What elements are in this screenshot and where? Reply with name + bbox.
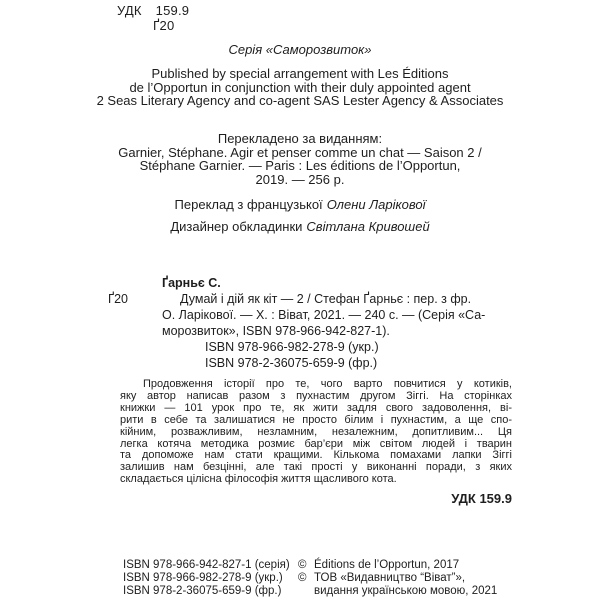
annotation-line: кійним, розважливим, незламним, незалежним, допитливим... Ця <box>120 425 512 438</box>
copyright-icon: © <box>298 572 307 584</box>
translator-credit <box>0 197 600 212</box>
footer-isbn-ukr: ISBN 978-966-982-278-9 (укр.) <box>123 572 283 584</box>
rights-notice-line: Published by special arrangement with Les Éditions <box>151 66 449 81</box>
designer-credit-label: Дизайнер обкладинки <box>170 219 303 234</box>
copyright-original-text: Éditions de l’Opportun, 2017 <box>314 559 460 571</box>
annotation <box>120 379 512 486</box>
annotation-line: рити в себе та залишатися не просто білим і пухнастим, а ще спо- <box>120 413 512 426</box>
rights-notice-line: 2 Seas Literary Agency and co-agent SAS Lester Agency & Associates <box>96 93 504 108</box>
source-edition <box>0 132 600 186</box>
catalog-author-code: Ґ20 <box>108 292 129 306</box>
translator-name: Олени Ларікової <box>326 197 426 212</box>
source-edition-line: 2019. — 256 p. <box>255 171 345 187</box>
designer-name: Світлана Кривошей <box>306 219 430 234</box>
source-edition-line: Stéphane Garnier. — Paris : Les éditions de l’Opportun, <box>139 158 461 173</box>
catalog-isbn-ukr: ISBN 978-966-982-278-9 (укр.) <box>205 340 379 354</box>
designer-credit <box>0 219 600 234</box>
rights-notice <box>0 67 600 108</box>
translator-credit-label: Переклад з французької <box>174 197 323 212</box>
copyright-publisher-text: ТОВ «Видавництво “Віват”», <box>314 572 466 584</box>
catalog-title-line: Думай і дій як кіт — 2 / Стефан Ґарньє : пер. з фр. <box>180 292 472 306</box>
series-line: Серія «Саморозвиток» <box>228 42 372 57</box>
annotation-line: книжки — 101 урок про те, як жити задля свого задоволення, ві- <box>120 401 512 414</box>
footer-copyright-block <box>298 559 497 598</box>
copyright-publisher-text-2: видання українською мовою, 2021 <box>314 585 498 597</box>
source-edition-line: Garnier, Stéphane. Agir et penser comme un chat — Saison 2 / <box>118 144 482 160</box>
catalog-line: О. Ларікової. — Х. : Віват, 2021. — 240 с. — (Серія «Са- <box>162 308 486 322</box>
udk-bottom: УДК 159.9 <box>451 491 512 506</box>
annotation-line: залишив нам безцінні, але такі прості у виконанні поради, з яких <box>120 461 512 474</box>
annotation-line: яку автор написав разом з пухнастим другом Зіггі. На сторінках <box>120 389 512 402</box>
annotation-line: та допоможе нам стати кращими. Кількома помахами лапки Зіггі <box>120 449 512 462</box>
udk-label: УДК <box>117 3 142 18</box>
footer-isbn-block <box>123 559 290 598</box>
rights-notice-line: de l’Opportun in conjunction with their duly appointed agent <box>129 79 471 95</box>
annotation-line: складається цілісна філософія життя щасливого кота. <box>120 473 397 486</box>
annotation-line: Продовження історії про те, чого варто повчитися у котиків, <box>143 378 512 390</box>
footer-isbn-series: ISBN 978-966-942-827-1 (серія) <box>123 559 290 571</box>
source-edition-heading: Перекладено за виданням: <box>217 131 383 146</box>
udk-top-line <box>117 3 189 18</box>
udk-value: 159.9 <box>155 3 190 18</box>
author-code-top: Ґ20 <box>153 18 175 33</box>
catalog-author-heading: Ґарньє С. <box>162 276 221 290</box>
catalog-isbn-fr: ISBN 978-2-36075-659-9 (фр.) <box>205 356 378 370</box>
copyright-icon: © <box>298 559 307 571</box>
copyright-publisher <box>298 572 497 585</box>
copyright-original <box>298 559 497 572</box>
annotation-line: легка котяча методика розмиє бар’єри між світом людей і тварин <box>120 437 512 450</box>
footer-isbn-fr: ISBN 978-2-36075-659-9 (фр.) <box>123 585 282 597</box>
catalog-line: морозвиток», ISBN 978-966-942-827-1). <box>162 324 390 338</box>
